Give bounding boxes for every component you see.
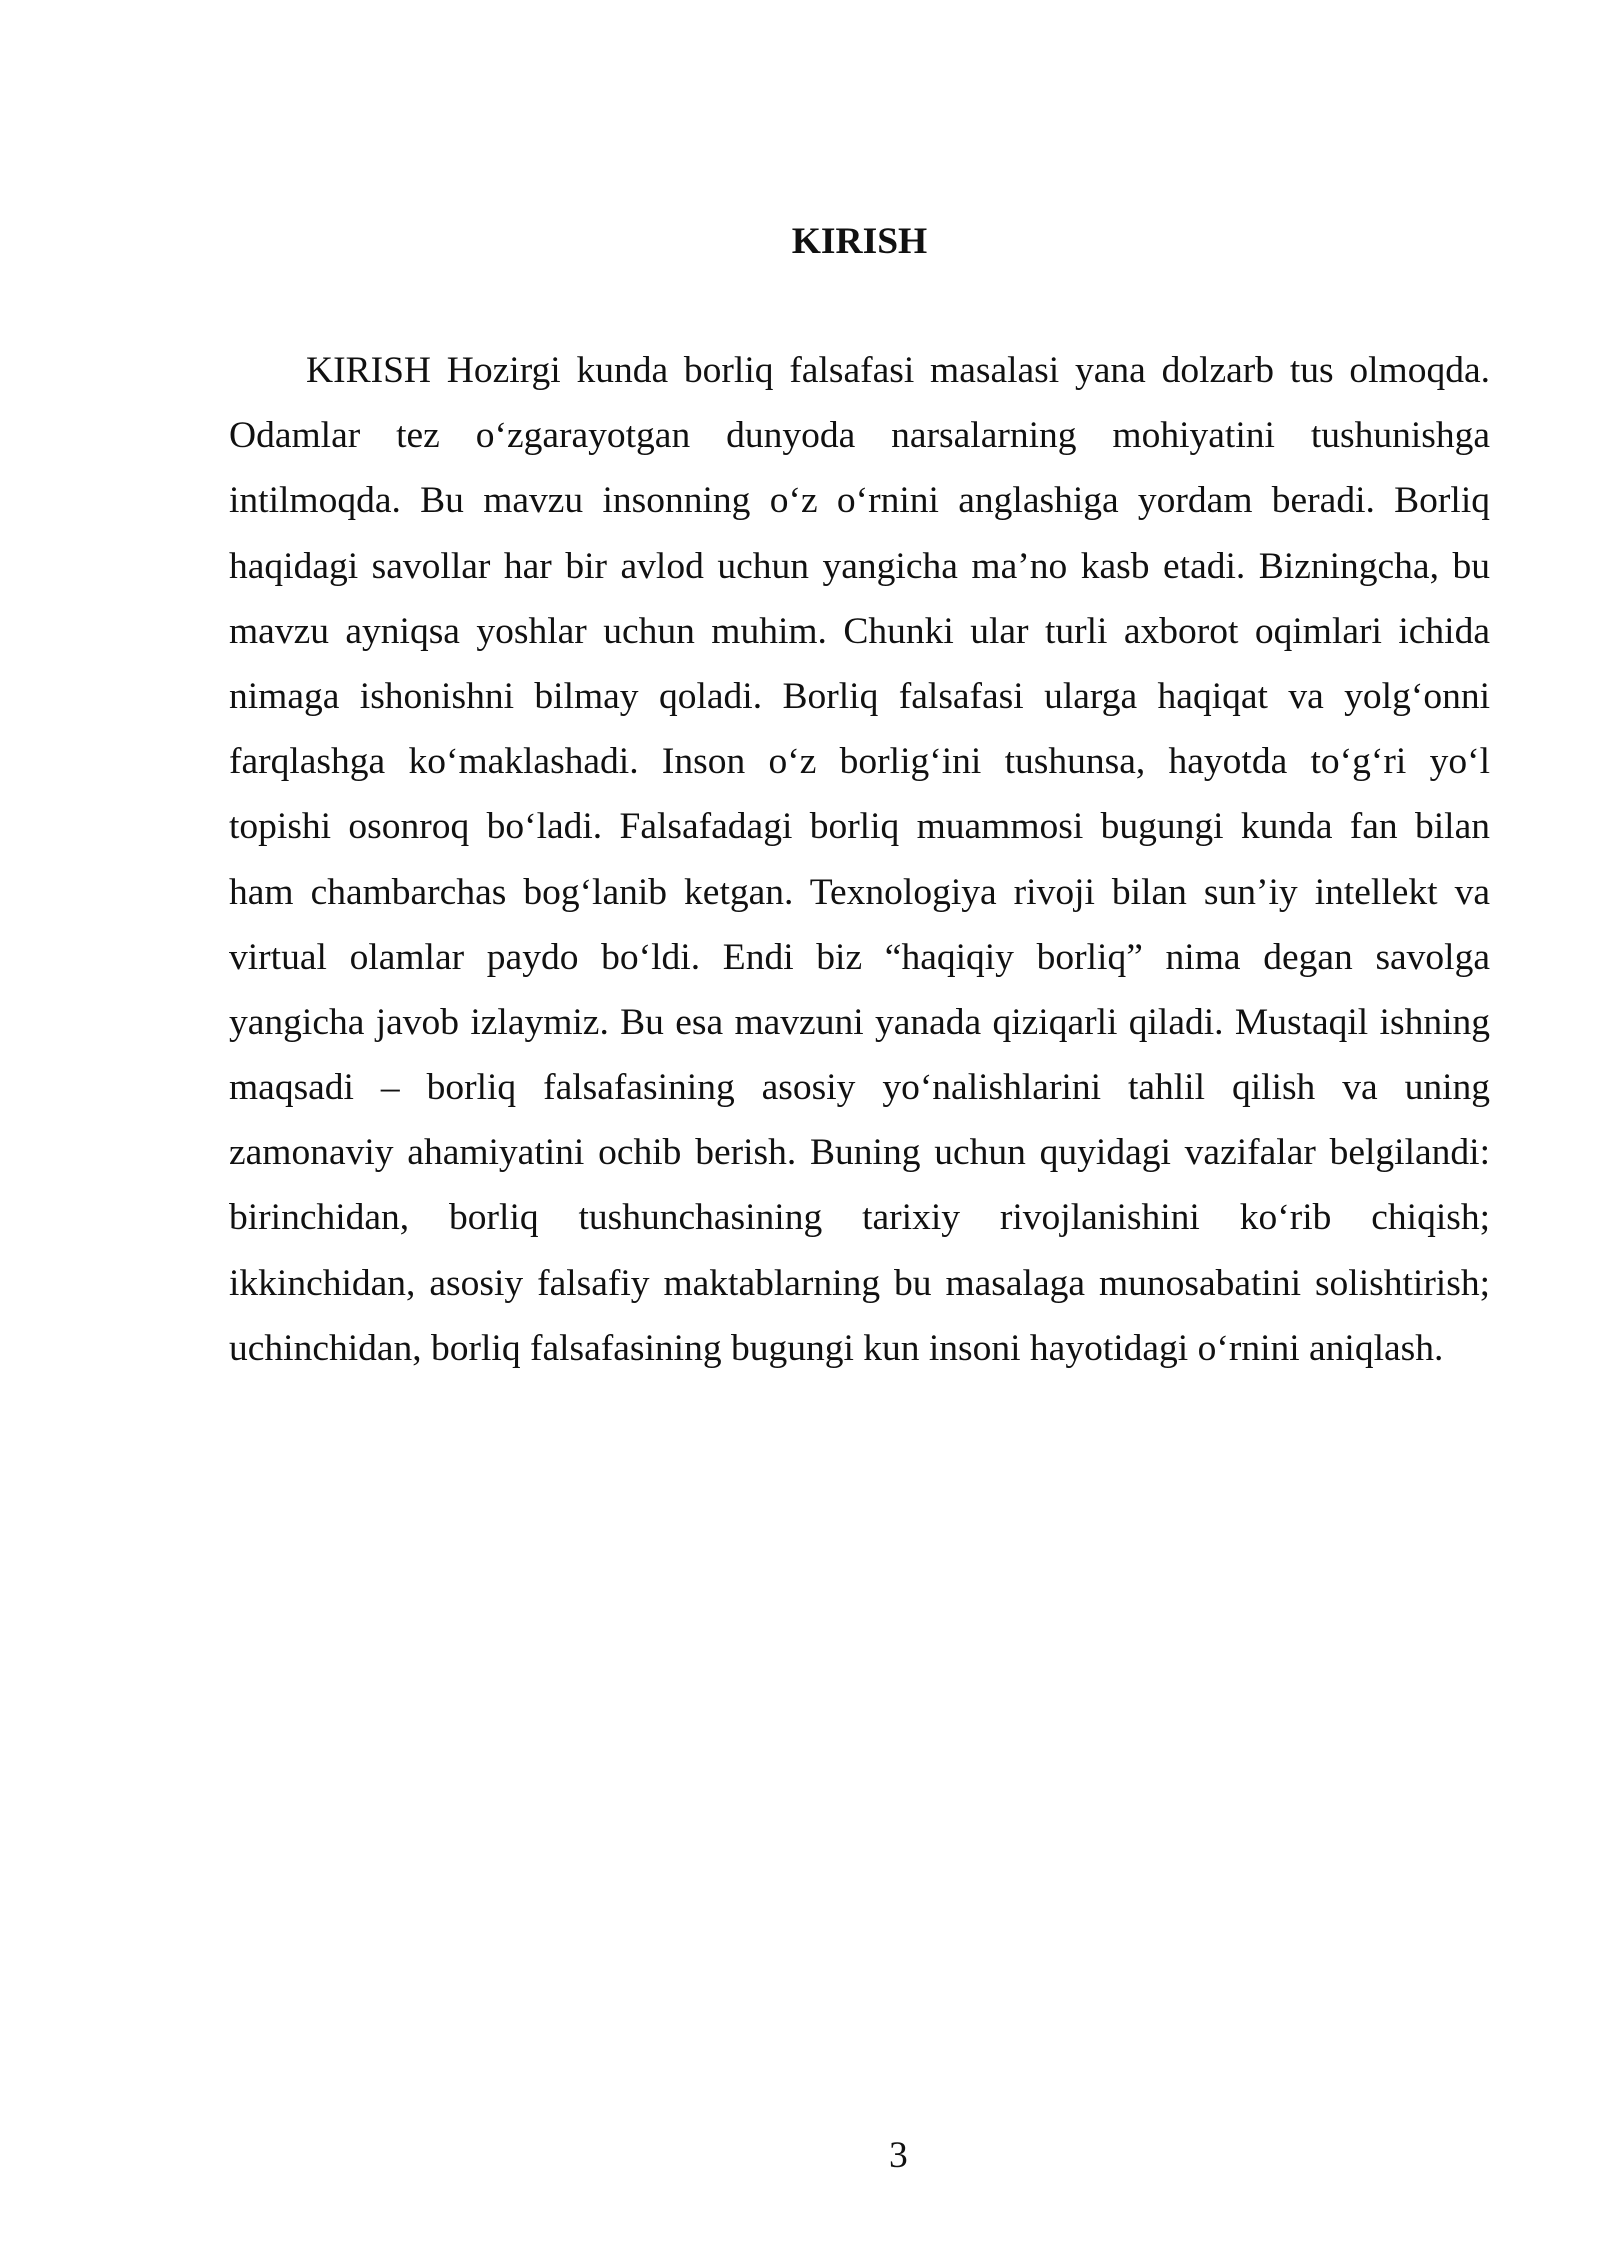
- paragraph-line: virtual olamlar paydo bo‘ldi. Endi biz “haqiqiy borliq” nima degan savolga: [229, 936, 1490, 978]
- paragraph-line: Odamlar tez o‘zgarayotgan dunyoda narsalarning mohiyatini tushunishga: [229, 415, 1490, 457]
- paragraph-line: uchinchidan, borliq falsafasining bugungi kun insoni hayotidagi o‘rnini aniqlash.: [229, 1327, 1444, 1369]
- paragraph-line: haqidagi savollar har bir avlod uchun yangicha ma’no kasb etadi. Bizningcha, bu: [229, 545, 1490, 587]
- page-heading: KIRISH: [791, 221, 928, 262]
- paragraph-line: yangicha javob izlaymiz. Bu esa mavzuni yanada qiziqarli qiladi. Mustaqil ishning: [229, 1001, 1490, 1043]
- paragraph-line: topishi osonroq bo‘ladi. Falsafadagi borliq muammosi bugungi kunda fan bilan: [229, 806, 1490, 848]
- paragraph-line: KIRISH Hozirgi kunda borliq falsafasi masalasi yana dolzarb tus olmoqda.: [306, 350, 1490, 391]
- paragraph-line: mavzu ayniqsa yoshlar uchun muhim. Chunki ular turli axborot oqimlari ichida: [229, 610, 1490, 652]
- paragraph-line: zamonaviy ahamiyatini ochib berish. Buning uchun quyidagi vazifalar belgilandi:: [229, 1132, 1490, 1174]
- paragraph-line: ikkinchidan, asosiy falsafiy maktablarning bu masalaga munosabatini solishtirish;: [229, 1262, 1490, 1304]
- page-number: 3: [889, 2135, 908, 2176]
- paragraph-line: birinchidan, borliq tushunchasining tarixiy rivojlanishini ko‘rib chiqish;: [229, 1197, 1490, 1239]
- paragraph-line: nimaga ishonishni bilmay qoladi. Borliq falsafasi ularga haqiqat va yolg‘onni: [229, 675, 1490, 717]
- paragraph-line: ham chambarchas bog‘lanib ketgan. Texnologiya rivoji bilan sun’iy intellekt va: [229, 871, 1490, 913]
- paragraph-line: maqsadi – borliq falsafasining asosiy yo‘nalishlarini tahlil qilish va uning: [229, 1067, 1490, 1109]
- body-paragraph: [229, 338, 1490, 1381]
- paragraph-line: intilmoqda. Bu mavzu insonning o‘z o‘rnini anglashiga yordam beradi. Borliq: [229, 480, 1490, 522]
- paragraph-line: farqlashga ko‘maklashadi. Inson o‘z borlig‘ini tushunsa, hayotda to‘g‘ri yo‘l: [229, 741, 1490, 783]
